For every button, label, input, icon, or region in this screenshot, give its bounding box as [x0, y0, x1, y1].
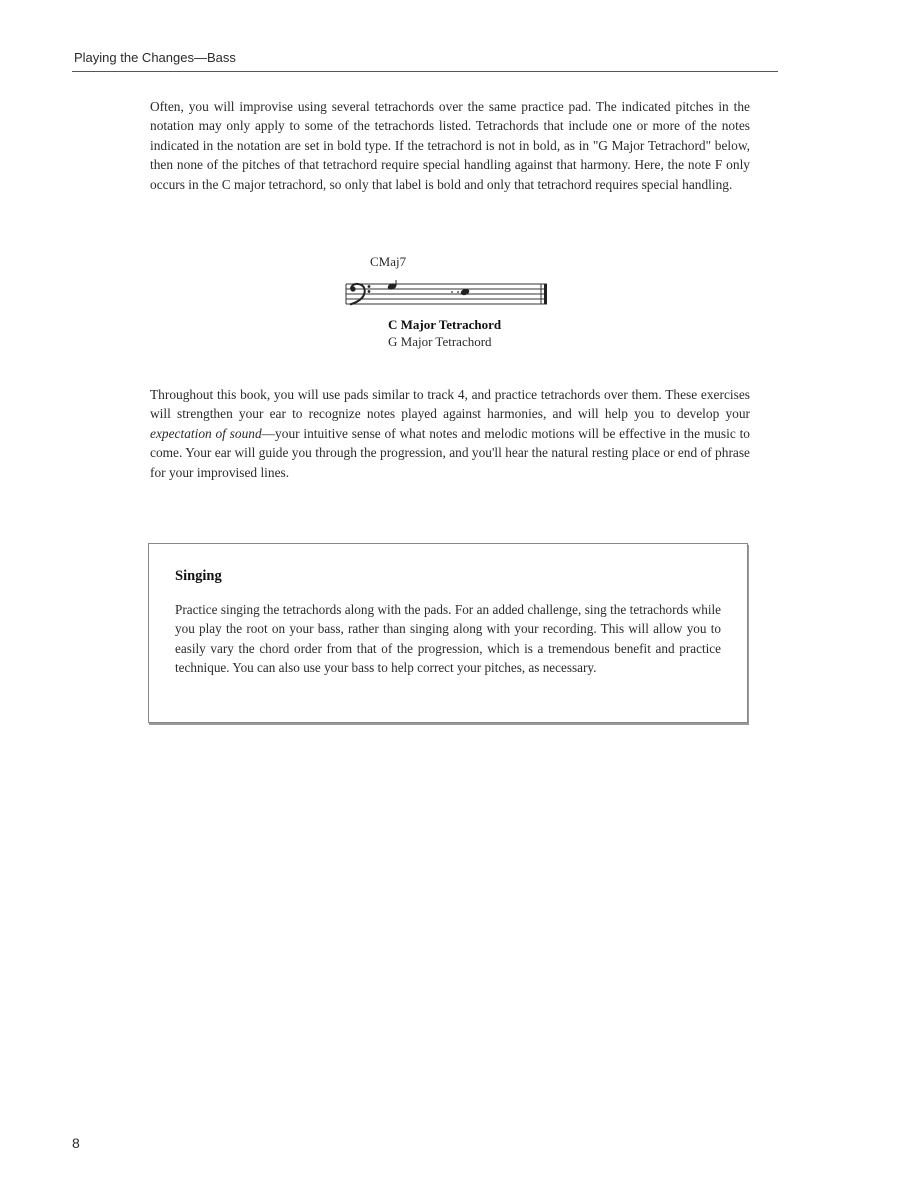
staff-lines	[346, 284, 547, 304]
page-number: 8	[72, 1135, 80, 1151]
header-rule	[72, 71, 778, 72]
singing-sidebar-box	[148, 543, 748, 723]
chord-symbol: CMaj7	[370, 254, 407, 269]
sidebar-text: Practice singing the tetrachords along with the pads. For an added challenge, sing the tetrachords while you play the root on your bass, rather than singing along with your recording. This will allow you to easily vary the chord order from that of the progression, which is a tremendous benefit and practice technique. You can also use your bass to help correct your pitches, as necessary.	[175, 602, 721, 676]
tetrachord-label-g-major: G Major Tetrachord	[388, 334, 492, 349]
intro-paragraph: Often, you will improvise using several tetrachords over the same practice pad. The indicated pitches in the notation may only apply to some of the tetrachords listed. Tetrachords that include one or more of the notes indicated in the notation are set in bold type. If the tetrachord is not in bold, as in "G Major Tetrachord" below, then none of the pitches of that tetrachord require special handling against that harmony. Here, the note F only occurs in the C major tetrachord, so only that label is bold and only that tetrachord requires special handling.	[150, 99, 750, 192]
emphasis-expectation-of-sound: expectation of sound	[150, 425, 262, 441]
bass-notation-example	[340, 250, 560, 355]
practice-paragraph	[150, 385, 750, 482]
grace-note-dots	[451, 291, 459, 293]
running-head: Playing the Changes—Bass	[74, 50, 236, 65]
practice-text-end: —your intuitive sense of what notes and melodic motions will be effective in the music to come. Your ear will guide you through the progression, and you'll hear the natural resting place or end of phrase for your improvised lines.	[150, 425, 750, 480]
practice-text-start: Throughout this book, you will use pads similar to track 4, and practice tetrachords over them. These exercises will strengthen your ear to recognize notes played against harmonies, and will help you to develop your	[150, 387, 750, 422]
tetrachord-label-c-major: C Major Tetrachord	[388, 317, 502, 332]
sidebar-title: Singing	[175, 568, 222, 584]
bass-staff	[340, 276, 560, 316]
